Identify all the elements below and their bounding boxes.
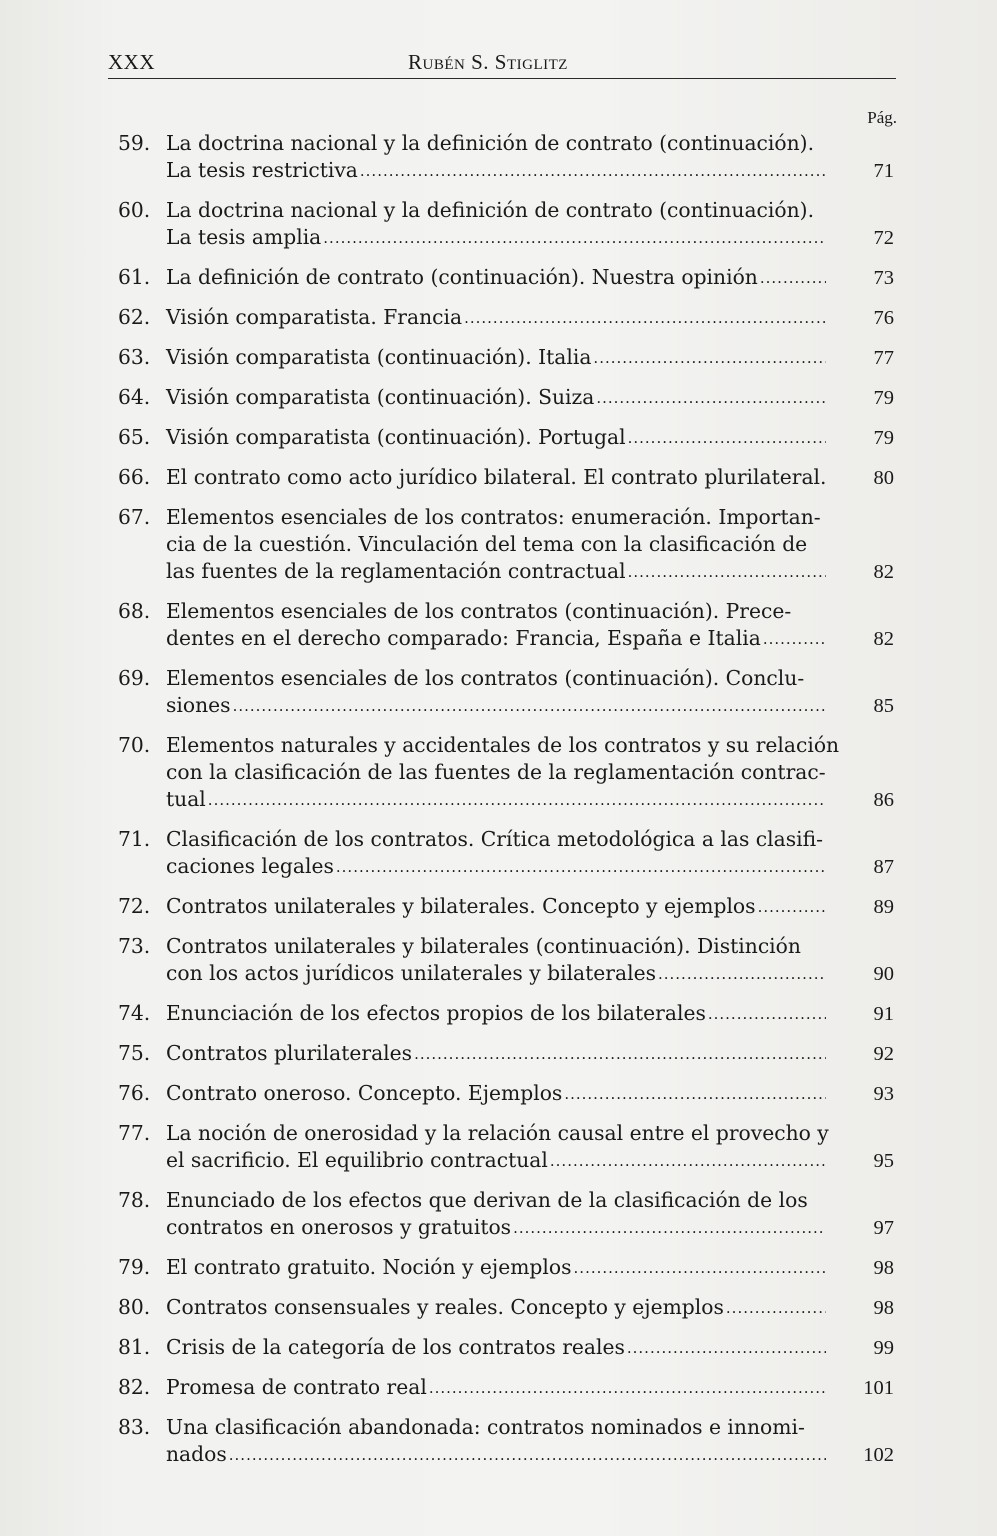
entry-title xyxy=(166,1040,826,1068)
toc-entry xyxy=(118,197,898,252)
entry-title-text: con los actos jurídicos unilaterales y bilaterales xyxy=(166,961,656,985)
entry-page-number: 82 xyxy=(873,561,894,583)
entry-title-line: Elementos esenciales de los contratos (continuación). Prece- xyxy=(166,599,792,623)
toc-entry xyxy=(118,504,898,586)
entry-title xyxy=(166,1374,826,1402)
entry-title xyxy=(166,665,826,720)
entry-page-number: 91 xyxy=(873,1003,894,1025)
entry-title xyxy=(166,1120,829,1175)
entry-number: 82. xyxy=(118,1375,151,1399)
entry-page-number: 99 xyxy=(873,1337,894,1359)
entry-title-text: dentes en el derecho comparado: Francia, España e Italia xyxy=(166,626,761,650)
dot-leader xyxy=(233,692,826,720)
entry-title-line xyxy=(166,1254,826,1282)
page-folio: XXX xyxy=(108,50,155,74)
entry-page-number: 77 xyxy=(873,347,894,369)
entry-number: 80. xyxy=(118,1295,151,1319)
entry-title-text: tual xyxy=(166,787,206,811)
entry-title-line xyxy=(166,625,826,653)
entry-page-number: 92 xyxy=(873,1043,894,1065)
entry-title-line xyxy=(166,384,826,412)
toc-entry xyxy=(118,1080,898,1108)
entry-title-line xyxy=(166,1374,826,1402)
entry-title-text: La definición de contrato (continuación). Nuestra opinión xyxy=(166,265,758,289)
dot-leader xyxy=(758,893,826,921)
entry-page-number: 101 xyxy=(863,1377,894,1399)
dot-leader xyxy=(464,304,826,332)
entry-title-line xyxy=(166,1214,826,1242)
entry-number: 73. xyxy=(118,934,151,958)
entry-title-text: Contratos consensuales y reales. Concepto y ejemplos xyxy=(166,1295,724,1319)
entry-page-number: 79 xyxy=(873,427,894,449)
entry-title xyxy=(166,1187,826,1242)
entry-title-line xyxy=(166,424,826,452)
dot-leader xyxy=(564,1080,826,1108)
entry-title-text: nados xyxy=(166,1442,227,1466)
table-of-contents xyxy=(118,130,898,1481)
entry-number: 63. xyxy=(118,345,151,369)
toc-entry xyxy=(118,1000,898,1028)
entry-title-line xyxy=(166,893,826,921)
entry-title-text: El contrato como acto jurídico bilateral. El contrato plurilateral. xyxy=(166,465,827,489)
entry-title xyxy=(166,384,826,412)
entry-number: 64. xyxy=(118,385,151,409)
dot-leader xyxy=(414,1040,826,1068)
dot-leader xyxy=(229,1441,826,1469)
entry-title-text: Contratos plurilaterales xyxy=(166,1041,413,1065)
page-column-label: Pág. xyxy=(867,108,897,127)
dot-leader xyxy=(574,1254,826,1282)
entry-title xyxy=(166,598,826,653)
toc-entry xyxy=(118,1334,898,1362)
entry-page-number: 80 xyxy=(873,467,894,489)
dot-leader xyxy=(628,558,826,586)
entry-title xyxy=(166,1294,826,1322)
entry-page-number: 97 xyxy=(873,1217,894,1239)
entry-title-line xyxy=(166,224,826,252)
toc-entry xyxy=(118,826,898,881)
entry-title-text: las fuentes de la reglamentación contractual xyxy=(166,559,626,583)
entry-title-text: caciones legales xyxy=(166,854,334,878)
toc-entry xyxy=(118,893,898,921)
entry-title xyxy=(166,424,826,452)
entry-title-line: cia de la cuestión. Vinculación del tema con la clasificación de xyxy=(166,532,808,556)
entry-title-text: contratos en onerosos y gratuitos xyxy=(166,1215,512,1239)
entry-title xyxy=(166,732,840,814)
entry-title-text: Visión comparatista (continuación). Suiza xyxy=(166,385,595,409)
entry-page-number: 76 xyxy=(873,307,894,329)
entry-title-text: Contratos unilaterales y bilaterales. Concepto y ejemplos xyxy=(166,894,756,918)
entry-page-number: 72 xyxy=(873,227,894,249)
toc-entry xyxy=(118,933,898,988)
dot-leader xyxy=(627,1334,826,1362)
entry-number: 77. xyxy=(118,1121,151,1145)
toc-entry xyxy=(118,130,898,185)
dot-leader xyxy=(628,424,826,452)
entry-title-text: siones xyxy=(166,693,231,717)
entry-page-number: 98 xyxy=(873,1257,894,1279)
entry-page-number: 102 xyxy=(863,1444,894,1466)
entry-number: 83. xyxy=(118,1415,151,1439)
entry-number: 81. xyxy=(118,1335,151,1359)
entry-title xyxy=(166,504,826,586)
entry-title-line: Clasificación de los contratos. Crítica metodológica a las clasifi- xyxy=(166,827,824,851)
entry-title-line xyxy=(166,1147,826,1175)
entry-title-line xyxy=(166,157,826,185)
entry-title xyxy=(166,264,826,292)
toc-entry xyxy=(118,424,898,452)
dot-leader xyxy=(513,1214,826,1242)
toc-entry xyxy=(118,264,898,292)
toc-entry xyxy=(118,1040,898,1068)
toc-entry xyxy=(118,1294,898,1322)
entry-title-text: Visión comparatista. Francia xyxy=(166,305,463,329)
entry-number: 74. xyxy=(118,1001,151,1025)
entry-title-line xyxy=(166,1080,826,1108)
toc-entry xyxy=(118,1254,898,1282)
dot-leader xyxy=(760,264,826,292)
toc-entry xyxy=(118,1187,898,1242)
entry-title-line xyxy=(166,692,826,720)
entry-title-line: Elementos naturales y accidentales de los contratos y su relación xyxy=(166,733,840,757)
entry-title xyxy=(166,304,826,332)
entry-title-line xyxy=(166,344,826,372)
toc-entry xyxy=(118,384,898,412)
entry-title-line xyxy=(166,853,826,881)
entry-title-line xyxy=(166,304,826,332)
entry-title xyxy=(166,1414,826,1469)
entry-title-text: Enunciación de los efectos propios de los bilaterales xyxy=(166,1001,706,1025)
entry-number: 79. xyxy=(118,1255,151,1279)
entry-title-line xyxy=(166,960,826,988)
entry-title-line xyxy=(166,558,826,586)
entry-title-line xyxy=(166,1040,826,1068)
entry-page-number: 79 xyxy=(873,387,894,409)
entry-page-number: 93 xyxy=(873,1083,894,1105)
entry-title xyxy=(166,1000,826,1028)
toc-entry xyxy=(118,344,898,372)
entry-title xyxy=(166,933,826,988)
entry-number: 75. xyxy=(118,1041,151,1065)
entry-title-text: La tesis amplia xyxy=(166,225,322,249)
entry-page-number: 86 xyxy=(873,789,894,811)
dot-leader xyxy=(763,625,826,653)
entry-title-line xyxy=(166,264,826,292)
entry-page-number: 71 xyxy=(873,160,894,182)
entry-title-line: Enunciado de los efectos que derivan de la clasificación de los xyxy=(166,1188,808,1212)
entry-number: 67. xyxy=(118,505,151,529)
entry-title-line: La noción de onerosidad y la relación causal entre el provecho y xyxy=(166,1121,829,1145)
dot-leader xyxy=(726,1294,826,1322)
entry-title-line: Elementos esenciales de los contratos (continuación). Conclu- xyxy=(166,666,805,690)
entry-number: 69. xyxy=(118,666,151,690)
entry-title-line xyxy=(166,786,826,814)
entry-page-number: 89 xyxy=(873,896,894,918)
entry-title xyxy=(166,1254,826,1282)
entry-title-text: Crisis de la categoría de los contratos reales xyxy=(166,1335,625,1359)
entry-title-line xyxy=(166,464,826,492)
entry-title-line xyxy=(166,1334,826,1362)
entry-number: 72. xyxy=(118,894,151,918)
entry-title xyxy=(166,893,826,921)
dot-leader xyxy=(360,157,826,185)
entry-number: 61. xyxy=(118,265,151,289)
entry-number: 62. xyxy=(118,305,151,329)
dot-leader xyxy=(593,344,826,372)
entry-title-line xyxy=(166,1000,826,1028)
entry-title-text: La tesis restrictiva xyxy=(166,158,358,182)
entry-page-number: 90 xyxy=(873,963,894,985)
toc-entry xyxy=(118,1374,898,1402)
entry-title xyxy=(166,826,826,881)
toc-entry xyxy=(118,732,898,814)
dot-leader xyxy=(550,1147,826,1175)
entry-title-text: el sacrificio. El equilibrio contractual xyxy=(166,1148,548,1172)
entry-title-line: con la clasificación de las fuentes de la reglamentación contrac- xyxy=(166,760,826,784)
entry-title-line xyxy=(166,1441,826,1469)
entry-title xyxy=(166,464,826,492)
entry-title-line: Una clasificación abandonada: contratos nominados e innomi- xyxy=(166,1415,805,1439)
entry-title-text: Contrato oneroso. Concepto. Ejemplos xyxy=(166,1081,563,1105)
entry-title-text: Visión comparatista (continuación). Portugal xyxy=(166,425,626,449)
dot-leader xyxy=(708,1000,826,1028)
dot-leader xyxy=(658,960,826,988)
entry-number: 65. xyxy=(118,425,151,449)
entry-title xyxy=(166,344,826,372)
dot-leader xyxy=(323,224,826,252)
toc-entry xyxy=(118,1414,898,1469)
entry-number: 70. xyxy=(118,733,151,757)
dot-leader xyxy=(429,1374,826,1402)
entry-title-line: La doctrina nacional y la definición de contrato (continuación). xyxy=(166,198,815,222)
entry-title xyxy=(166,130,826,185)
entry-title-line xyxy=(166,1294,826,1322)
dot-leader xyxy=(596,384,826,412)
toc-entry xyxy=(118,464,898,492)
entry-page-number: 82 xyxy=(873,628,894,650)
entry-title xyxy=(166,197,826,252)
toc-entry xyxy=(118,665,898,720)
dot-leader xyxy=(208,786,826,814)
entry-title-text: Visión comparatista (continuación). Italia xyxy=(166,345,592,369)
entry-title xyxy=(166,1080,826,1108)
running-head-author: Rubén S. Stiglitz xyxy=(408,50,568,74)
toc-entry xyxy=(118,304,898,332)
entry-title-line: Contratos unilaterales y bilaterales (continuación). Distinción xyxy=(166,934,801,958)
entry-title-line: La doctrina nacional y la definición de contrato (continuación). xyxy=(166,131,815,155)
entry-number: 71. xyxy=(118,827,151,851)
entry-page-number: 85 xyxy=(873,695,894,717)
entry-title-line: Elementos esenciales de los contratos: enumeración. Importan- xyxy=(166,505,821,529)
toc-entry xyxy=(118,598,898,653)
entry-number: 66. xyxy=(118,465,151,489)
entry-title xyxy=(166,1334,826,1362)
entry-number: 59. xyxy=(118,131,151,155)
entry-title-text: Promesa de contrato real xyxy=(166,1375,427,1399)
toc-entry xyxy=(118,1120,898,1175)
entry-title-text: El contrato gratuito. Noción y ejemplos xyxy=(166,1255,572,1279)
entry-number: 68. xyxy=(118,599,151,623)
entry-page-number: 73 xyxy=(873,267,894,289)
entry-number: 60. xyxy=(118,198,151,222)
dot-leader xyxy=(336,853,826,881)
entry-number: 76. xyxy=(118,1081,151,1105)
entry-page-number: 87 xyxy=(873,856,894,878)
entry-number: 78. xyxy=(118,1188,151,1212)
entry-page-number: 95 xyxy=(873,1150,894,1172)
running-header xyxy=(108,50,896,79)
entry-page-number: 98 xyxy=(873,1297,894,1319)
